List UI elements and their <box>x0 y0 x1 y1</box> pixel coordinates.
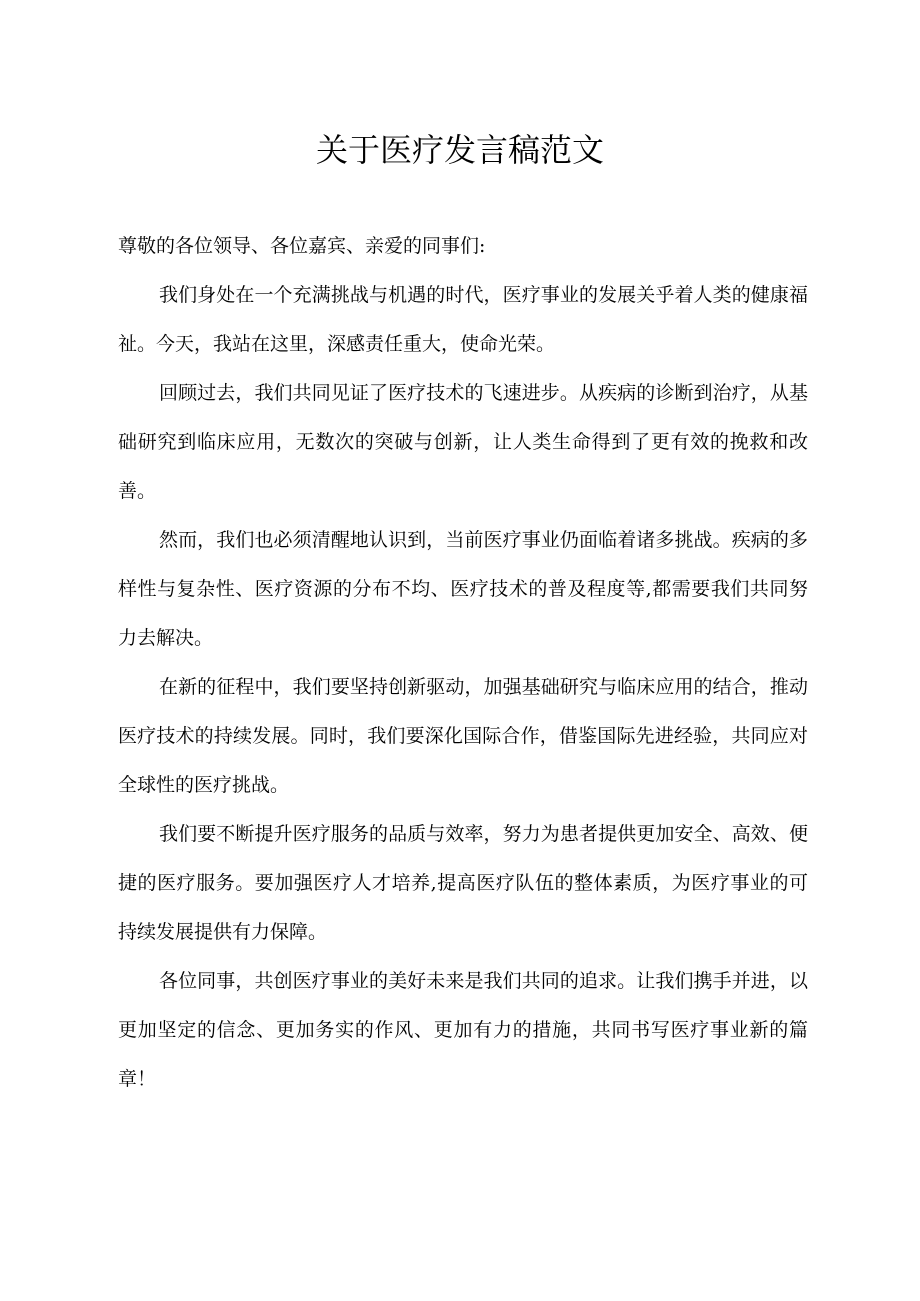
paragraph-2: 回顾过去，我们共同见证了医疗技术的飞速进步。从疾病的诊断到治疗，从基础研究到临床应用，无数次的突破与创新，让人类生命得到了更有效的挽救和改善。 <box>118 382 808 502</box>
greeting-line: 尊敬的各位领导、各位嘉宾、亲爱的同事们: <box>118 235 486 257</box>
paragraph-3: 然而，我们也必须清醒地认识到，当前医疗事业仍面临着诸多挑战。疾病的多样性与复杂性、医疗资源的分布不均、医疗技术的普及程度等,都需要我们共同努力去解决。 <box>118 529 808 649</box>
paragraph-6: 各位同事，共创医疗事业的美好未来是我们共同的追求。让我们携手并进，以更加坚定的信念、更加务实的作风、更加有力的措施，共同书写医疗事业新的篇章！ <box>118 970 808 1090</box>
paragraph-5: 我们要不断提升医疗服务的品质与效率，努力为患者提供更加安全、高效、便捷的医疗服务。要加强医疗人才培养,提高医疗队伍的整体素质，为医疗事业的可持续发展提供有力保障。 <box>118 823 808 943</box>
document-body <box>118 222 808 1104</box>
document-title: 关于医疗发言稿范文 <box>315 131 604 169</box>
paragraph-1: 我们身处在一个充满挑战与机遇的时代，医疗事业的发展关乎着人类的健康福祉。今天，我站在这里，深感责任重大，使命光荣。 <box>118 284 808 355</box>
paragraph-4: 在新的征程中，我们要坚持创新驱动，加强基础研究与临床应用的结合，推动医疗技术的持续发展。同时，我们要深化国际合作，借鉴国际先进经验，共同应对全球性的医疗挑战。 <box>118 676 808 796</box>
